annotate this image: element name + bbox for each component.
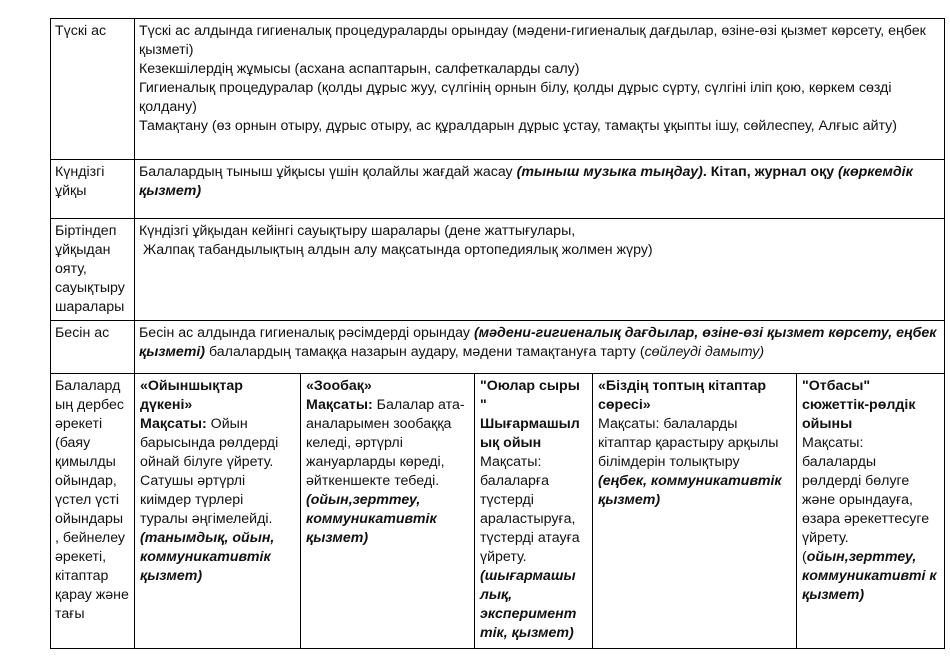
lunch-line-1: Түскі ас алдында гигиеналық процедураларды орындау (мәдени-гигиеналық дағдылар, өзіне-өзі қызмет көрсету, еңбек қызметі) [139,23,926,58]
row-label-snack: Бесін ас [51,321,135,374]
activity-cell-2 [301,374,475,649]
activity-tags-5-text: ойын,зерттеу, коммуникативті к қызмет) [802,549,937,603]
daily-plan-table [50,18,945,649]
activity-tags-1: (танымдық, ойын, коммуникативтік қызмет) [140,530,275,584]
activity-goal-text-1: Ойын барысында рөлдерді ойнай білуге үйрету. Сатушы әртүрлі киімдер түрлері туралы әңгімелейді. [140,416,279,527]
wake-line-1: Күндізгі ұйқыдан кейінгі сауықтыру шаралары (дене жаттығулары, [139,223,576,239]
nap-text-c: . Кітап, журнал оқу [702,164,839,180]
activity-goal-label-5: Мақсаты: [802,435,864,451]
nap-text-d: (көркемдік қызмет) [139,164,913,199]
lunch-line-3: Гигиеналық процедуралар (қолды дұрыс жуу, сүлгінің орнын білу, қолды дұрыс сүрту, сүлгіні іліп қою, көркем сөзді қолдану) [139,80,892,115]
activity-goal-label-2: Мақсаты: [306,397,373,413]
lunch-line-4: Тамақтану (өз орнын отыру, дұрыс отыру, ас құралдарын дұрыс ұстау, тамақты ұқыпты ішу, сөйлеспеу, Алғыс айту) [139,118,897,134]
activity-tags-5-open: ( [802,549,807,565]
activity-cell-5 [797,374,945,649]
activity-goal-text-3: балаларға түстерді араластыруға, түстерді атауға үйрету. [480,473,580,565]
activity-cell-3 [475,374,593,649]
row-nap [51,160,945,219]
activity-tags-5 [802,548,939,605]
wake-line-2: Жалпақ табандылықтың алдын алу мақсатында ортопедиялық жолмен жүру) [139,242,653,258]
row-label-wake: Біртіндеп ұйқыдан ояту, сауықтыру шаралары [51,219,135,321]
activity-title-1: «Ойыншықтар дүкені» [140,378,243,413]
row-content-nap [135,160,945,219]
activity-goal-label-1: Мақсаты: [140,416,207,432]
nap-text-a: Балалардың тыныш ұйқысы үшін қолайлы жағдай жасау [139,164,517,180]
snack-text-b: (мәдени-гигиеналық дағдылар, өзіне-өзі қызмет көрсету, еңбек қызметі) [139,325,937,360]
row-label-lunch: Түскі ас [51,19,135,160]
snack-text-e: ) [759,344,765,360]
snack-text-c: балалардың тамаққа назарын аудару, мәдени тамақтануға тарту ( [205,344,645,360]
activity-cell-1 [135,374,301,649]
row-content-wake [135,219,945,321]
row-lunch [51,19,945,160]
activity-goal-label-4: Мақсаты: [598,416,660,432]
row-content-snack [135,321,945,374]
row-independent [51,374,945,649]
lunch-line-2: Кезекшілердің жұмысы (асхана аспаптарын, салфеткаларды салу) [139,61,580,77]
activity-goal-label-3: Мақсаты: [480,454,542,470]
row-label-nap: Күндізгі ұйқы [51,160,135,219]
activity-goal-text-2: Балалар ата-аналарымен зообаққа келеді, әртүрлі жануарларды көреді, әйткеншекте тебеді. [306,397,465,489]
activity-tags-4: (еңбек, коммуникативтік қызмет) [598,473,782,508]
activity-title-4: «Біздің топтың кітаптар сөресі» [598,378,767,413]
nap-text-b: (тыныш музыка тыңдау) [516,164,703,180]
activity-cell-4 [593,374,797,649]
activity-title-5: "Отбасы" сюжеттік-рөлдік ойыны [802,378,916,432]
activity-tags-3: (шығармашы лық, эксперимент тік, қызмет) [480,568,577,641]
activity-title-2: «Зообақ» [306,378,372,394]
row-label-independent: Балалард ың дербес әрекеті (баяу қимылды ойындар, үстел үсті ойындары , бейнелеу әрекеті, кітаптар қарау және тағы [51,374,135,649]
activity-goal-text-4: балаларды кітаптар қарастыру арқылы білімдерін толықтыру [598,416,779,470]
row-content-lunch [135,19,945,160]
snack-text-d: сөйлеуді дамыту [644,344,760,360]
row-snack [51,321,945,374]
activity-goal-text-5: балаларды рөлдерді бөлуге және орындауға, өзара әрекеттесуге үйрету. [802,454,930,546]
row-wake [51,219,945,321]
snack-text-a: Бесін ас алдында гигиеналық рәсімдерді орындау [139,325,474,341]
activity-tags-2: (ойын,зерттеу, коммуникативтік қызмет) [306,492,437,546]
activity-title-3: "Оюлар сыры " Шығармашыл ық ойын [480,378,580,451]
